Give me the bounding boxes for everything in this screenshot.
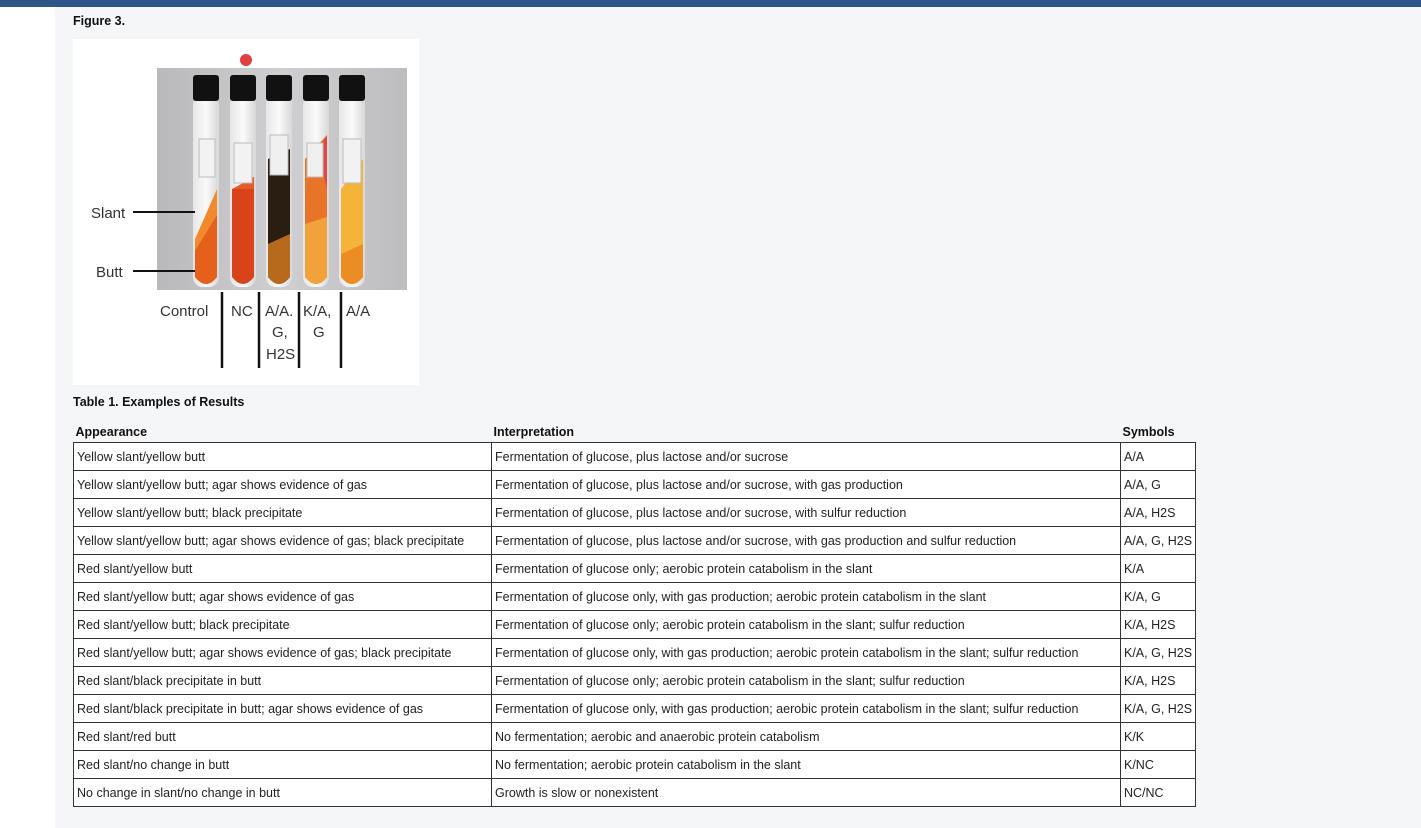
cell-interpretation: Fermentation of glucose only; aerobic protein catabolism in the slant (492, 555, 1121, 583)
table-header-row (74, 420, 1196, 443)
tube-ka-g (303, 75, 329, 287)
cell-interpretation: Fermentation of glucose, plus lactose and/or sucrose, with gas production and sulfur reduction (492, 527, 1121, 555)
table-caption: Table 1. Examples of Results (73, 395, 245, 409)
cell-interpretation: Fermentation of glucose only, with gas production; aerobic protein catabolism in the slant; sulfur reduction (492, 695, 1121, 723)
tube-label-4-line1: K/A, (303, 303, 332, 320)
table-row (74, 583, 1196, 611)
table-row (74, 667, 1196, 695)
cell-symbols: A/A, G, H2S (1121, 527, 1196, 555)
cell-interpretation: Fermentation of glucose, plus lactose and/or sucrose, with gas production (492, 471, 1121, 499)
cell-interpretation: Growth is slow or nonexistent (492, 779, 1121, 807)
tube-label-3-line1: A/A. (265, 303, 294, 320)
table-row (74, 555, 1196, 583)
cell-symbols: K/A, H2S (1121, 667, 1196, 695)
cell-symbols: K/NC (1121, 751, 1196, 779)
cell-appearance: Yellow slant/yellow butt; black precipitate (74, 499, 492, 527)
cell-appearance: Red slant/red butt (74, 723, 492, 751)
cell-appearance: Red slant/yellow butt (74, 555, 492, 583)
cell-appearance: Red slant/yellow butt; agar shows evidence of gas (74, 583, 492, 611)
cell-symbols: K/K (1121, 723, 1196, 751)
tube-aa-g-h2s (266, 75, 292, 287)
cell-appearance: Yellow slant/yellow butt (74, 443, 492, 471)
table-row (74, 723, 1196, 751)
cell-symbols: K/A, G, H2S (1121, 639, 1196, 667)
top-accent-bar (0, 0, 1421, 7)
cell-appearance: Red slant/yellow butt; black precipitate (74, 611, 492, 639)
cell-symbols: A/A, G (1121, 471, 1196, 499)
header-appearance: Appearance (75, 425, 148, 439)
tube-label-aa: A/A (346, 303, 371, 320)
cell-appearance: Red slant/no change in butt (74, 751, 492, 779)
slant-label: Slant (91, 205, 126, 222)
table-row (74, 639, 1196, 667)
table-body (74, 443, 1196, 807)
cell-appearance: Red slant/black precipitate in butt; agar shows evidence of gas (74, 695, 492, 723)
cell-interpretation: Fermentation of glucose only, with gas production; aerobic protein catabolism in the slant; sulfur reduction (492, 639, 1121, 667)
tube-label-3-line3: H2S (266, 346, 296, 363)
cell-symbols: K/A, H2S (1121, 611, 1196, 639)
cell-interpretation: Fermentation of glucose, plus lactose and/or sucrose, with sulfur reduction (492, 499, 1121, 527)
table-row (74, 611, 1196, 639)
tube-nc (230, 75, 256, 287)
table-row (74, 471, 1196, 499)
cell-symbols: NC/NC (1121, 779, 1196, 807)
table-row (74, 443, 1196, 471)
cell-symbols: K/A, G (1121, 583, 1196, 611)
tube-aa (339, 75, 365, 287)
butt-label: Butt (96, 264, 123, 281)
results-table (73, 420, 1196, 807)
cell-interpretation: Fermentation of glucose, plus lactose and/or sucrose (492, 443, 1121, 471)
tube-control (193, 75, 219, 287)
cell-appearance: Yellow slant/yellow butt; agar shows evidence of gas (74, 471, 492, 499)
cell-symbols: A/A, H2S (1121, 499, 1196, 527)
table-row (74, 695, 1196, 723)
marker-dot (240, 54, 252, 66)
cell-interpretation: Fermentation of glucose only; aerobic protein catabolism in the slant; sulfur reduction (492, 611, 1121, 639)
tube-label-nc: NC (231, 303, 253, 320)
cell-symbols: A/A (1121, 443, 1196, 471)
table-row (74, 751, 1196, 779)
figure-image (73, 39, 419, 385)
header-interpretation: Interpretation (493, 425, 575, 439)
tube-label-4-line2: G (313, 324, 325, 341)
table-row (74, 499, 1196, 527)
cell-appearance: Yellow slant/yellow butt; agar shows evidence of gas; black precipitate (74, 527, 492, 555)
table-row (74, 779, 1196, 807)
cell-appearance: Red slant/yellow butt; agar shows evidence of gas; black precipitate (74, 639, 492, 667)
tube-label-3-line2: G, (272, 324, 288, 341)
cell-interpretation: Fermentation of glucose only; aerobic protein catabolism in the slant; sulfur reduction (492, 667, 1121, 695)
table-row (74, 527, 1196, 555)
figure-caption: Figure 3. (73, 14, 126, 28)
header-symbols: Symbols (1122, 425, 1175, 439)
cell-interpretation: No fermentation; aerobic and anaerobic protein catabolism (492, 723, 1121, 751)
tsi-tubes-illustration (73, 39, 419, 385)
cell-appearance: Red slant/black precipitate in butt (74, 667, 492, 695)
tube-label-control: Control (160, 303, 209, 320)
cell-appearance: No change in slant/no change in butt (74, 779, 492, 807)
cell-interpretation: No fermentation; aerobic protein catabolism in the slant (492, 751, 1121, 779)
cell-symbols: K/A, G, H2S (1121, 695, 1196, 723)
cell-symbols: K/A (1121, 555, 1196, 583)
cell-interpretation: Fermentation of glucose only, with gas production; aerobic protein catabolism in the slant (492, 583, 1121, 611)
